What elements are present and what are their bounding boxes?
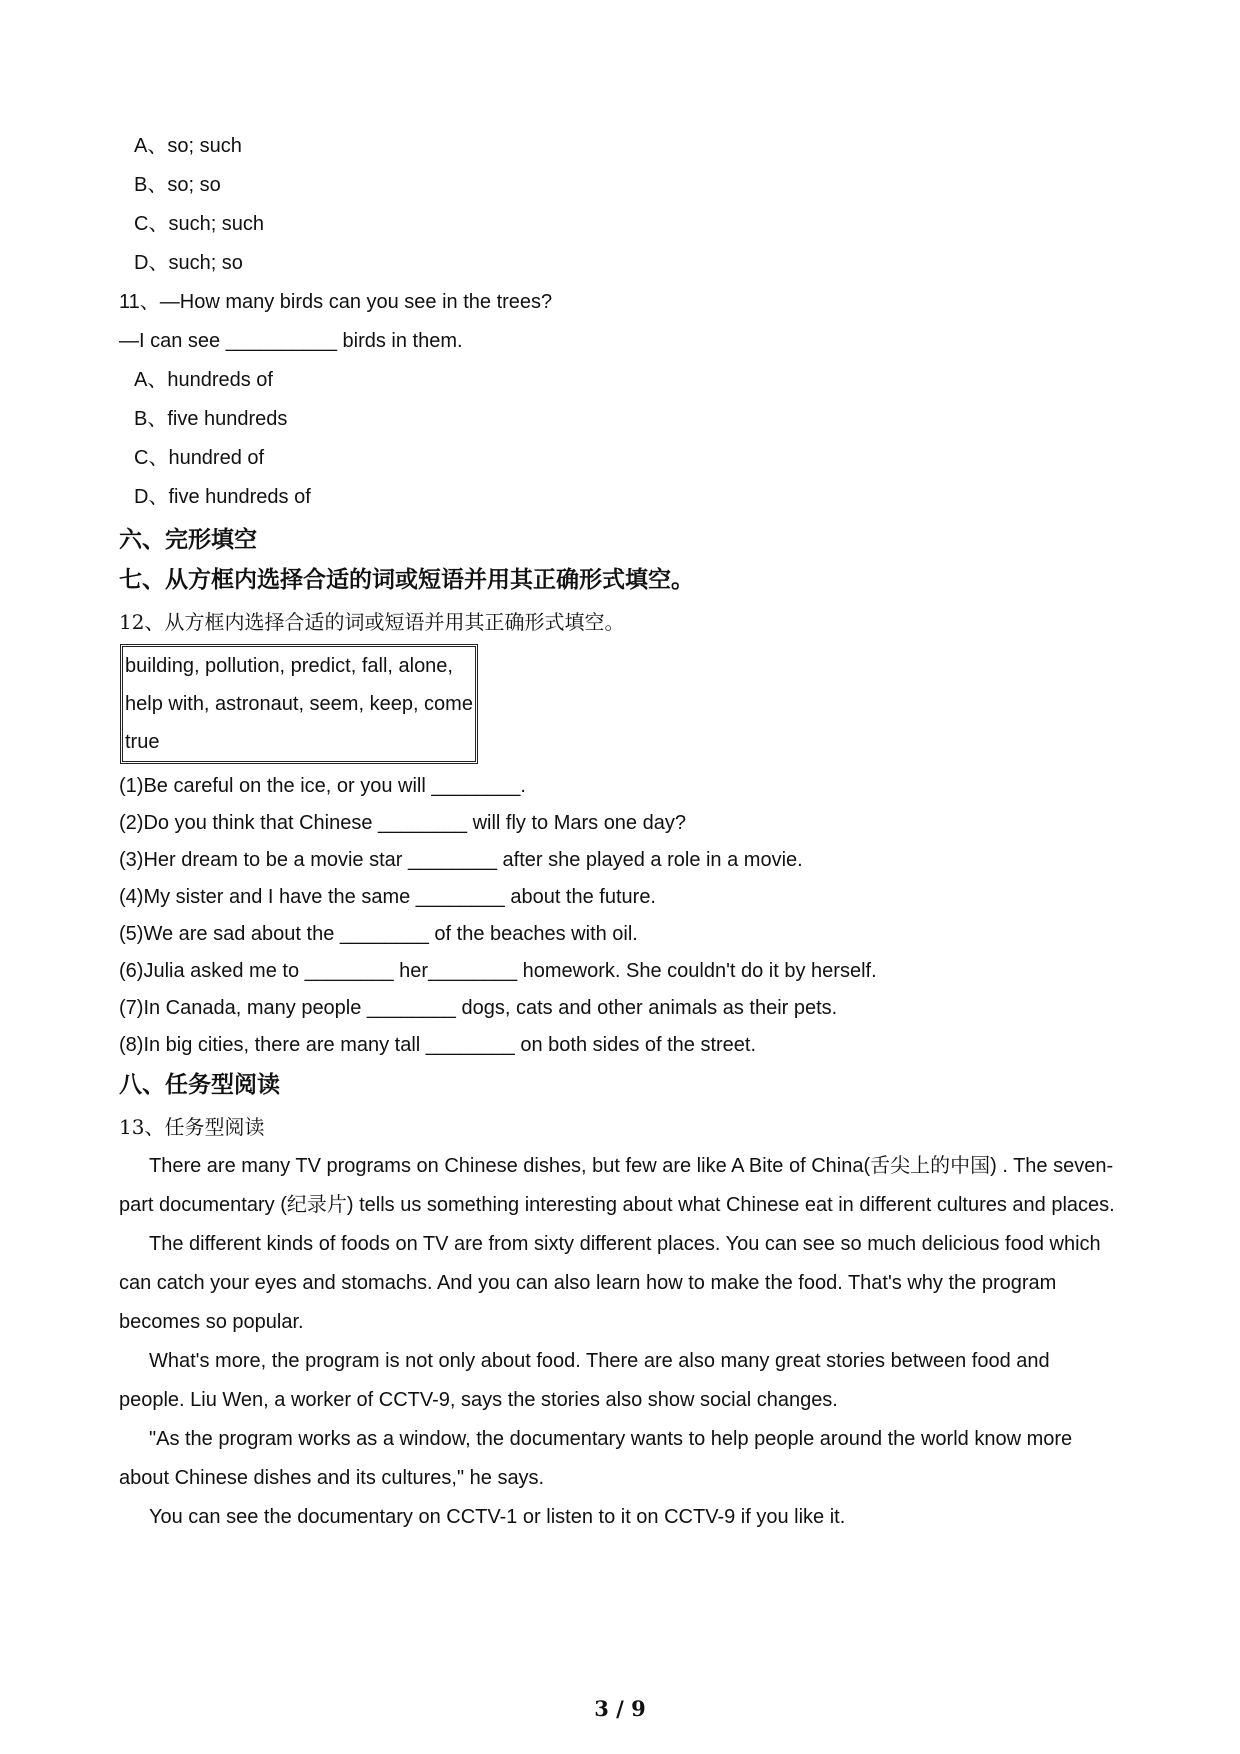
- q11-answer-line: —I can see __________ birds in them.: [119, 330, 463, 352]
- q12-item-2: (2)Do you think that Chinese ________ will fly to Mars one day?: [119, 812, 686, 834]
- page-content: [119, 127, 1119, 1537]
- passage-paragraph: There are many TV programs on Chinese dishes, but few are like A Bite of China(舌尖上的中国) . The seven-part documentary (纪录片) tells us something interesting about what Chinese eat in different cultures and places.: [119, 1155, 1115, 1216]
- word-box-line: help with, astronaut, seem, keep, come: [125, 693, 473, 715]
- q10-option-a: A、so; such: [134, 135, 242, 157]
- word-box-line: true: [125, 731, 160, 753]
- q10-option-b: B、so; so: [134, 174, 221, 196]
- section-8-heading: 八、任务型阅读: [119, 1072, 280, 1098]
- reading-passage: [119, 1147, 1119, 1537]
- q12-item-8: (8)In big cities, there are many tall ________ on both sides of the street.: [119, 1034, 757, 1056]
- page-number: 3 / 9: [594, 1696, 646, 1721]
- q11-question: 11、—How many birds can you see in the trees?: [119, 291, 553, 313]
- passage-paragraph: You can see the documentary on CCTV-1 or listen to it on CCTV-9 if you like it.: [149, 1506, 846, 1528]
- word-box-line: building, pollution, predict, fall, alone,: [125, 655, 453, 677]
- q11-option-b: B、five hundreds: [134, 408, 288, 430]
- question-11: [119, 283, 1119, 517]
- q13-title: 13、任务型阅读: [119, 1115, 265, 1139]
- q10-option-d: D、such; so: [134, 252, 243, 274]
- section-6-heading: 六、完形填空: [119, 527, 257, 553]
- section-7-heading: 七、从方框内选择合适的词或短语并用其正确形式填空。: [119, 567, 694, 593]
- passage-paragraph: The different kinds of foods on TV are from sixty different places. You can see so much delicious food which can catch your eyes and stomachs. And you can also learn how to make the food. That's why the program becomes so popular.: [119, 1233, 1101, 1333]
- q12-item-7: (7)In Canada, many people ________ dogs, cats and other animals as their pets.: [119, 997, 838, 1019]
- q12-items: [119, 768, 1119, 1064]
- q10-option-c: C、such; such: [134, 213, 265, 235]
- q12-item-5: (5)We are sad about the ________ of the beaches with oil.: [119, 923, 638, 945]
- q11-option-d: D、five hundreds of: [134, 486, 311, 508]
- q12-item-3: (3)Her dream to be a movie star ________ after she played a role in a movie.: [119, 849, 803, 871]
- q12-title: 12、从方框内选择合适的词或短语并用其正确形式填空。: [119, 610, 625, 634]
- q12-item-1: (1)Be careful on the ice, or you will ________.: [119, 775, 526, 797]
- q10-options: [119, 127, 1119, 283]
- q12-item-4: (4)My sister and I have the same ________ about the future.: [119, 886, 656, 908]
- q11-option-a: A、hundreds of: [134, 369, 273, 391]
- q11-option-c: C、hundred of: [134, 447, 265, 469]
- q12-item-6: (6)Julia asked me to ________ her________ homework. She couldn't do it by herself.: [119, 960, 877, 982]
- passage-paragraph: What's more, the program is not only about food. There are also many great stories between food and people. Liu Wen, a worker of CCTV-9, says the stories also show social changes.: [119, 1350, 1050, 1411]
- word-box: [120, 644, 478, 764]
- passage-paragraph: "As the program works as a window, the documentary wants to help people around the world know more about Chinese dishes and its cultures," he says.: [119, 1428, 1073, 1489]
